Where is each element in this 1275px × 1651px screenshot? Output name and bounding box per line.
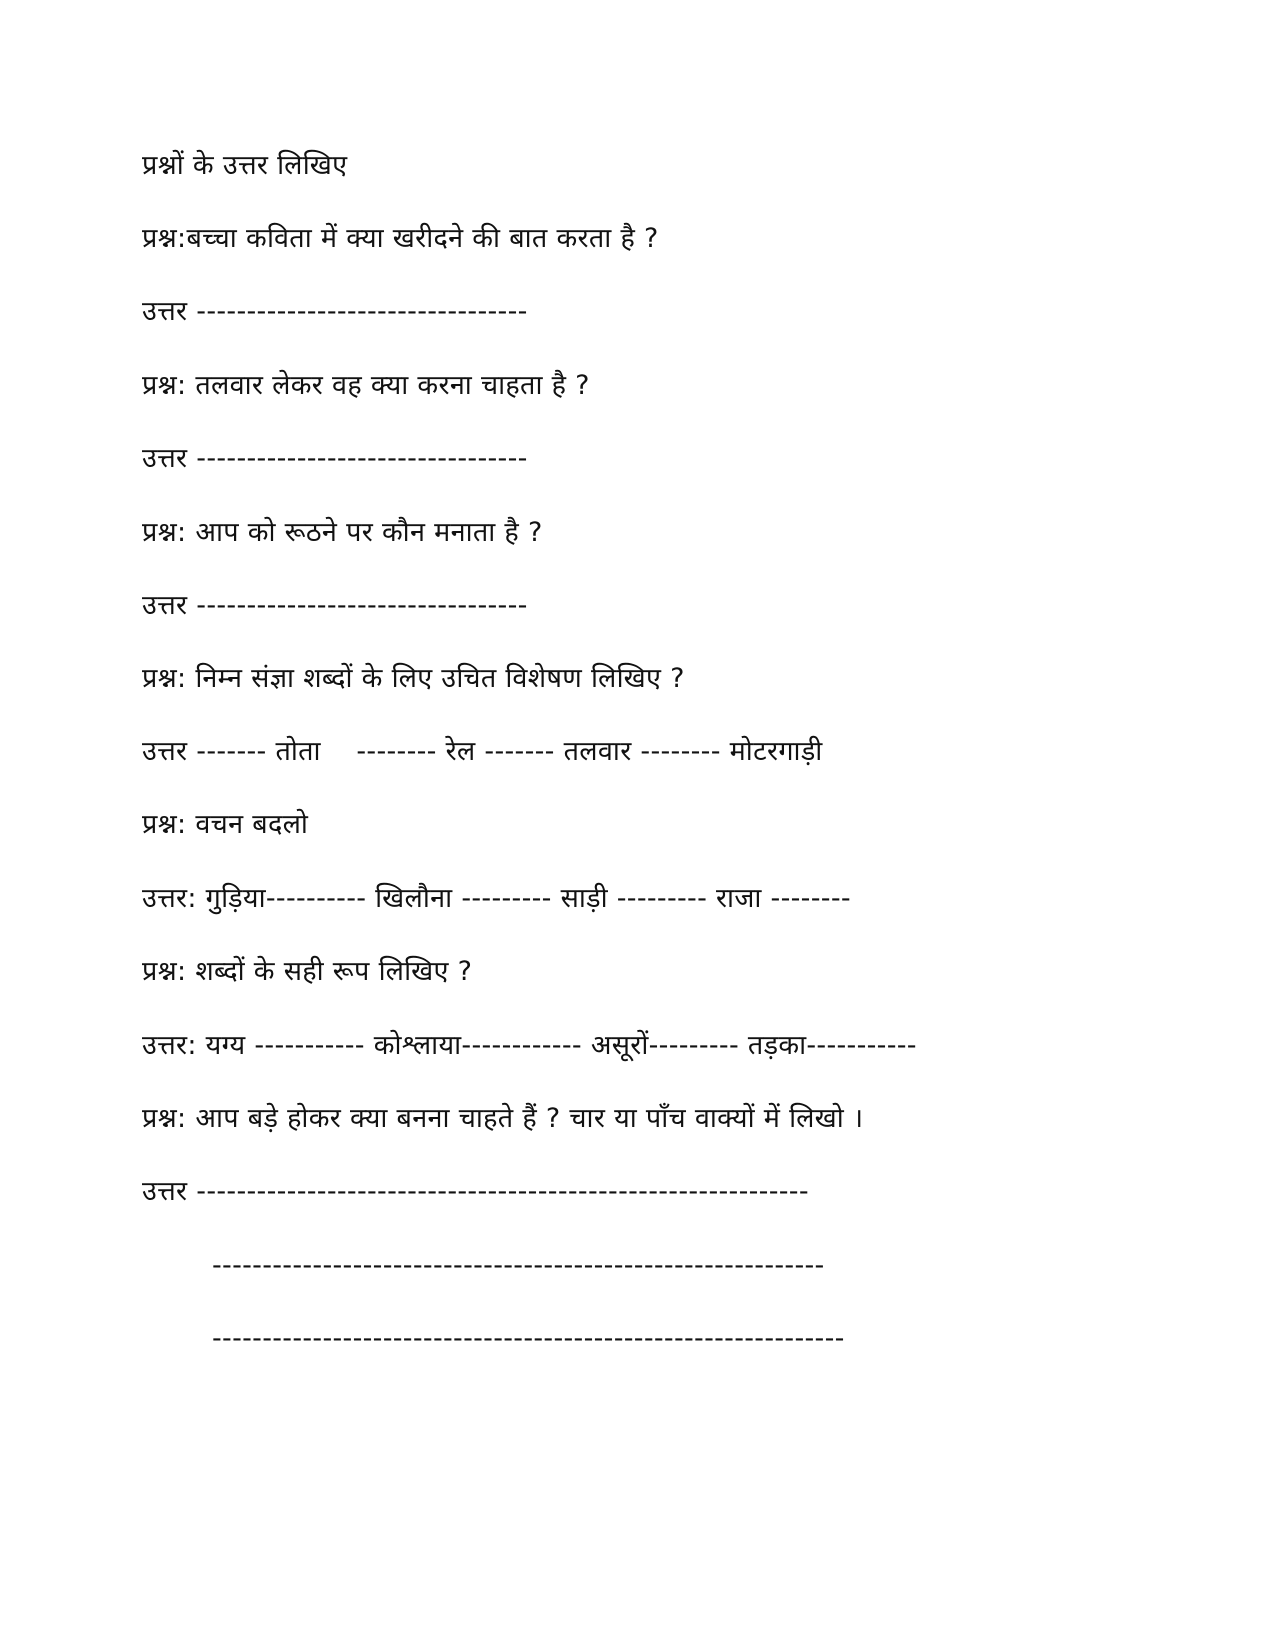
question-3: प्रश्न: आप को रूठने पर कौन मनाता है ?	[142, 517, 543, 548]
question-1: प्रश्न:बच्चा कविता में क्या खरीदने की बात करता है ?	[142, 223, 659, 254]
answer-6: उत्तर: यग्य ----------- कोश्लाया------------ असूरों--------- तड़का-----------	[142, 1030, 917, 1061]
answer-7-line-3: ---------------------------------------------------------------	[212, 1323, 845, 1354]
answer-7-line-2: -------------------------------------------------------------	[212, 1250, 825, 1281]
question-7: प्रश्न: आप बड़े होकर क्या बनना चाहते हैं ? चार या पाँच वाक्यों में लिखो ।	[142, 1103, 864, 1134]
answer-4: उत्तर ------- तोता -------- रेल ------- तलवार -------- मोटरगाड़ी	[142, 736, 823, 767]
question-6: प्रश्न: शब्दों के सही रूप लिखिए ?	[142, 956, 473, 987]
answer-2: उत्तर ---------------------------------	[142, 443, 528, 474]
question-5: प्रश्न: वचन बदलो	[142, 809, 309, 840]
answer-3: उत्तर ---------------------------------	[142, 590, 528, 621]
question-2: प्रश्न: तलवार लेकर वह क्या करना चाहता है ?	[142, 370, 590, 401]
answer-1: उत्तर ---------------------------------	[142, 296, 528, 327]
answer-7-line-1: उत्तर -------------------------------------------------------------	[142, 1176, 809, 1207]
question-4: प्रश्न: निम्न संज्ञा शब्दों के लिए उचित विशेषण लिखिए ?	[142, 663, 685, 694]
worksheet-instruction: प्रश्नों के उत्तर लिखिए	[142, 150, 348, 181]
answer-5: उत्तर: गुड़िया---------- खिलौना --------- साड़ी --------- राजा --------	[142, 883, 851, 914]
